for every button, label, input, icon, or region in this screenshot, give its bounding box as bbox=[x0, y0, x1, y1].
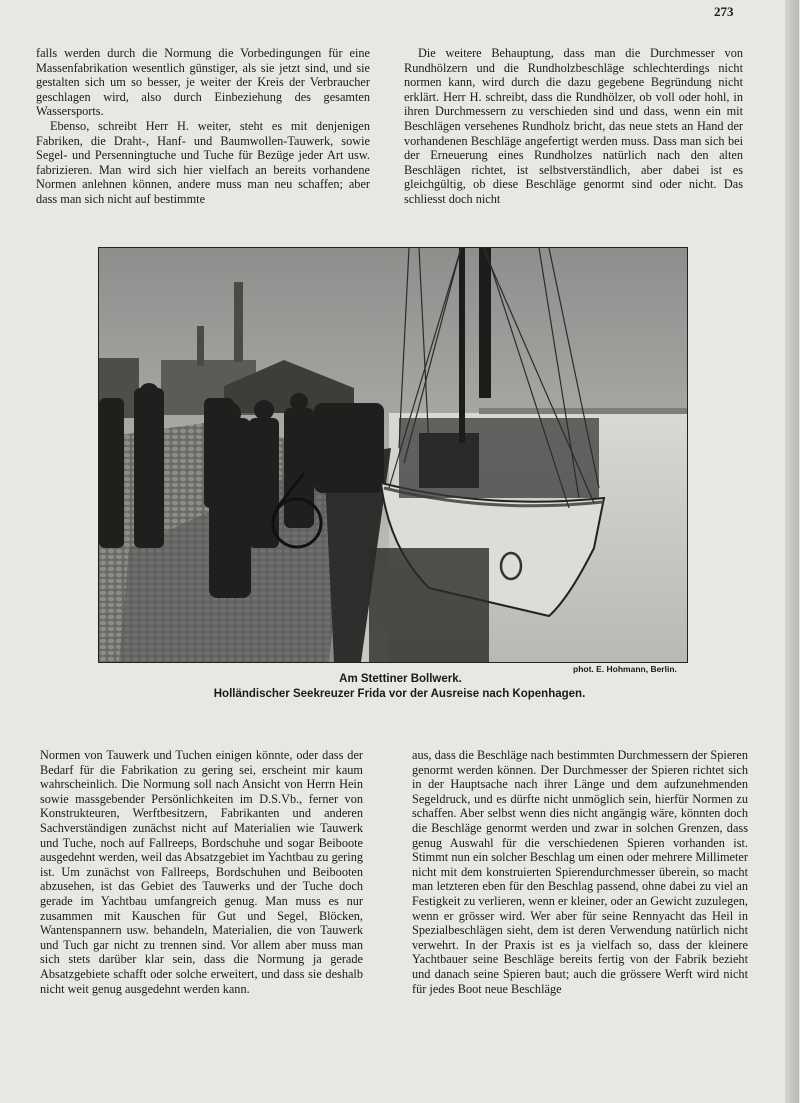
paragraph: aus, dass die Beschläge nach bestimmten Durchmessern der Spieren genormt werden können. Der Durchmesser der Spieren richtet sich in der Hauptsache nach ihrer Länge und dem aufzunehmenden Segeldruck, und es dürfte nicht unmöglich sein, hierfür Normen zu schaffen. Aber selbst wenn dies nicht angängig wäre, könnten doch die Beschläge genormt werden und zwar in solchen Grenzen, dass genug Auswahl für die verschiedenen Spieren vorhanden ist. Stimmt nun ein solcher Beschlag um einen oder mehrere Millimeter nicht mit dem konstruierten Spierendurchmesser überein, so macht man letzteren eben für den Beschlag passend, ohne dabei zu viel an Festigkeit zu verlieren, wenn er kleiner, oder an Gewicht zuzulegen, wenn er grösser wird. Wer aber für seine Rennyacht das Heil in Spezialbeschlägen sieht, dem ist deren Verwendung natürlich nicht verwehrt. In der Praxis ist es ja vielfach so, dass der kleinere Yachtbauer seine Beschläge bereits fertig von der Fabrik bezieht und danach seine Spieren baut; auch die grössere Werft wird nicht für jedes Boot neue Beschläge bbox=[412, 748, 748, 996]
photo-credit: phot. E. Hohmann, Berlin. bbox=[573, 664, 677, 674]
paragraph: falls werden durch die Normung die Vorbedingungen für eine Massenfabrikation wesentlich günstiger, als sie jetzt sind, und sie gestalten sich um so besser, je weiter der Kreis der Verbraucher geschlagen wird, also durch Einbeziehung des gesamten Wassersports. bbox=[36, 46, 370, 119]
article-column-bottom-right bbox=[412, 748, 748, 1020]
article-column-top-right bbox=[404, 46, 743, 206]
photo-caption-title: Am Stettiner Bollwerk. bbox=[339, 673, 462, 685]
paragraph: Normen von Tauwerk und Tuchen einigen könnte, oder dass der Bedarf für die Fabrikation zu gering sei, erscheint mir kaum wahrscheinlich. Die Normung soll nach Ansicht von Herrn Hein sowie massgebender Persönlichkeiten im D.S.Vb., ferner von Konstrukteuren, Werftbesitzern, Fabrikanten und anderen Sachverständigen zunächst nicht auf Materialien wie Tauwerk und Tuche, noch auf Fallreeps, Bordschuhe und sogar Beiboote ausgedehnt werden, weil das Absatzgebiet im Yachtbau zu gering ist. Um zunächst von Fallreeps, Bordschuhen und Beibooten abzusehen, ist das Gebiet des Tauwerks und der Tuche doch gerade im Yachtbau umfangreich genug. Man muss es nur zusammen mit Kauschen für Gut und Segel, Blöcken, Wantenspannern usw. behandeln, Materialien, die von Tauwerk und Tuch gar nicht zu trennen sind. Vor allem aber muss man sich stets darüber klar sein, dass die Normung ja gerade Absatzgebiete schafft oder solche erweitert, und dass sie deshalb nicht weit genug ausgedehnt werden kann. bbox=[40, 748, 363, 996]
article-column-top-left bbox=[36, 46, 370, 206]
article-column-bottom-left bbox=[40, 748, 363, 1020]
paragraph: Die weitere Behauptung, dass man die Durchmesser von Rundhölzern und die Rundholzbeschläge schlechterdings nicht normen kann, wird durch die dazu gegebene Begründung nicht erklärt. Herr H. schreibt, dass die Rundhölzer, ob voll oder hohl, in ihren Durchmessern zu verschieden sind und dass, wenn ein mit Beschlägen versehenes Rundholz bricht, das neue stets an Hand der vorhandenen Beschläge angefertigt werden muss. Dass man sich bei der Erneuerung eines Rundholzes natürlich nach den alten Beschlägen richtet, ist selbstverständlich, aber dabei ist es gleichgültig, ob diese Beschläge genormt sind oder nicht. Das schliesst doch nicht bbox=[404, 46, 743, 206]
page-edge-shadow bbox=[785, 0, 799, 1103]
harbor-photograph bbox=[98, 247, 688, 663]
paragraph: Ebenso, schreibt Herr H. weiter, steht es mit denjenigen Fabriken, die Draht-, Hanf- und Baumwollen-Tauwerk, sowie Segel- und Persenningtuche und Tuche für Bezüge jeder Art usw. fabrizieren. Man wird sich hier vielfach an bereits vorhandene Normen anlehnen können, andere muss man neu schaffen; aber dass man sich nicht auf bestimmte bbox=[36, 118, 370, 206]
photograph-image bbox=[99, 248, 687, 662]
page-number: 273 bbox=[714, 4, 734, 19]
photo-caption-subtitle: Holländischer Seekreuzer Frida vor der Ausreise nach Kopenhagen. bbox=[213, 688, 586, 700]
